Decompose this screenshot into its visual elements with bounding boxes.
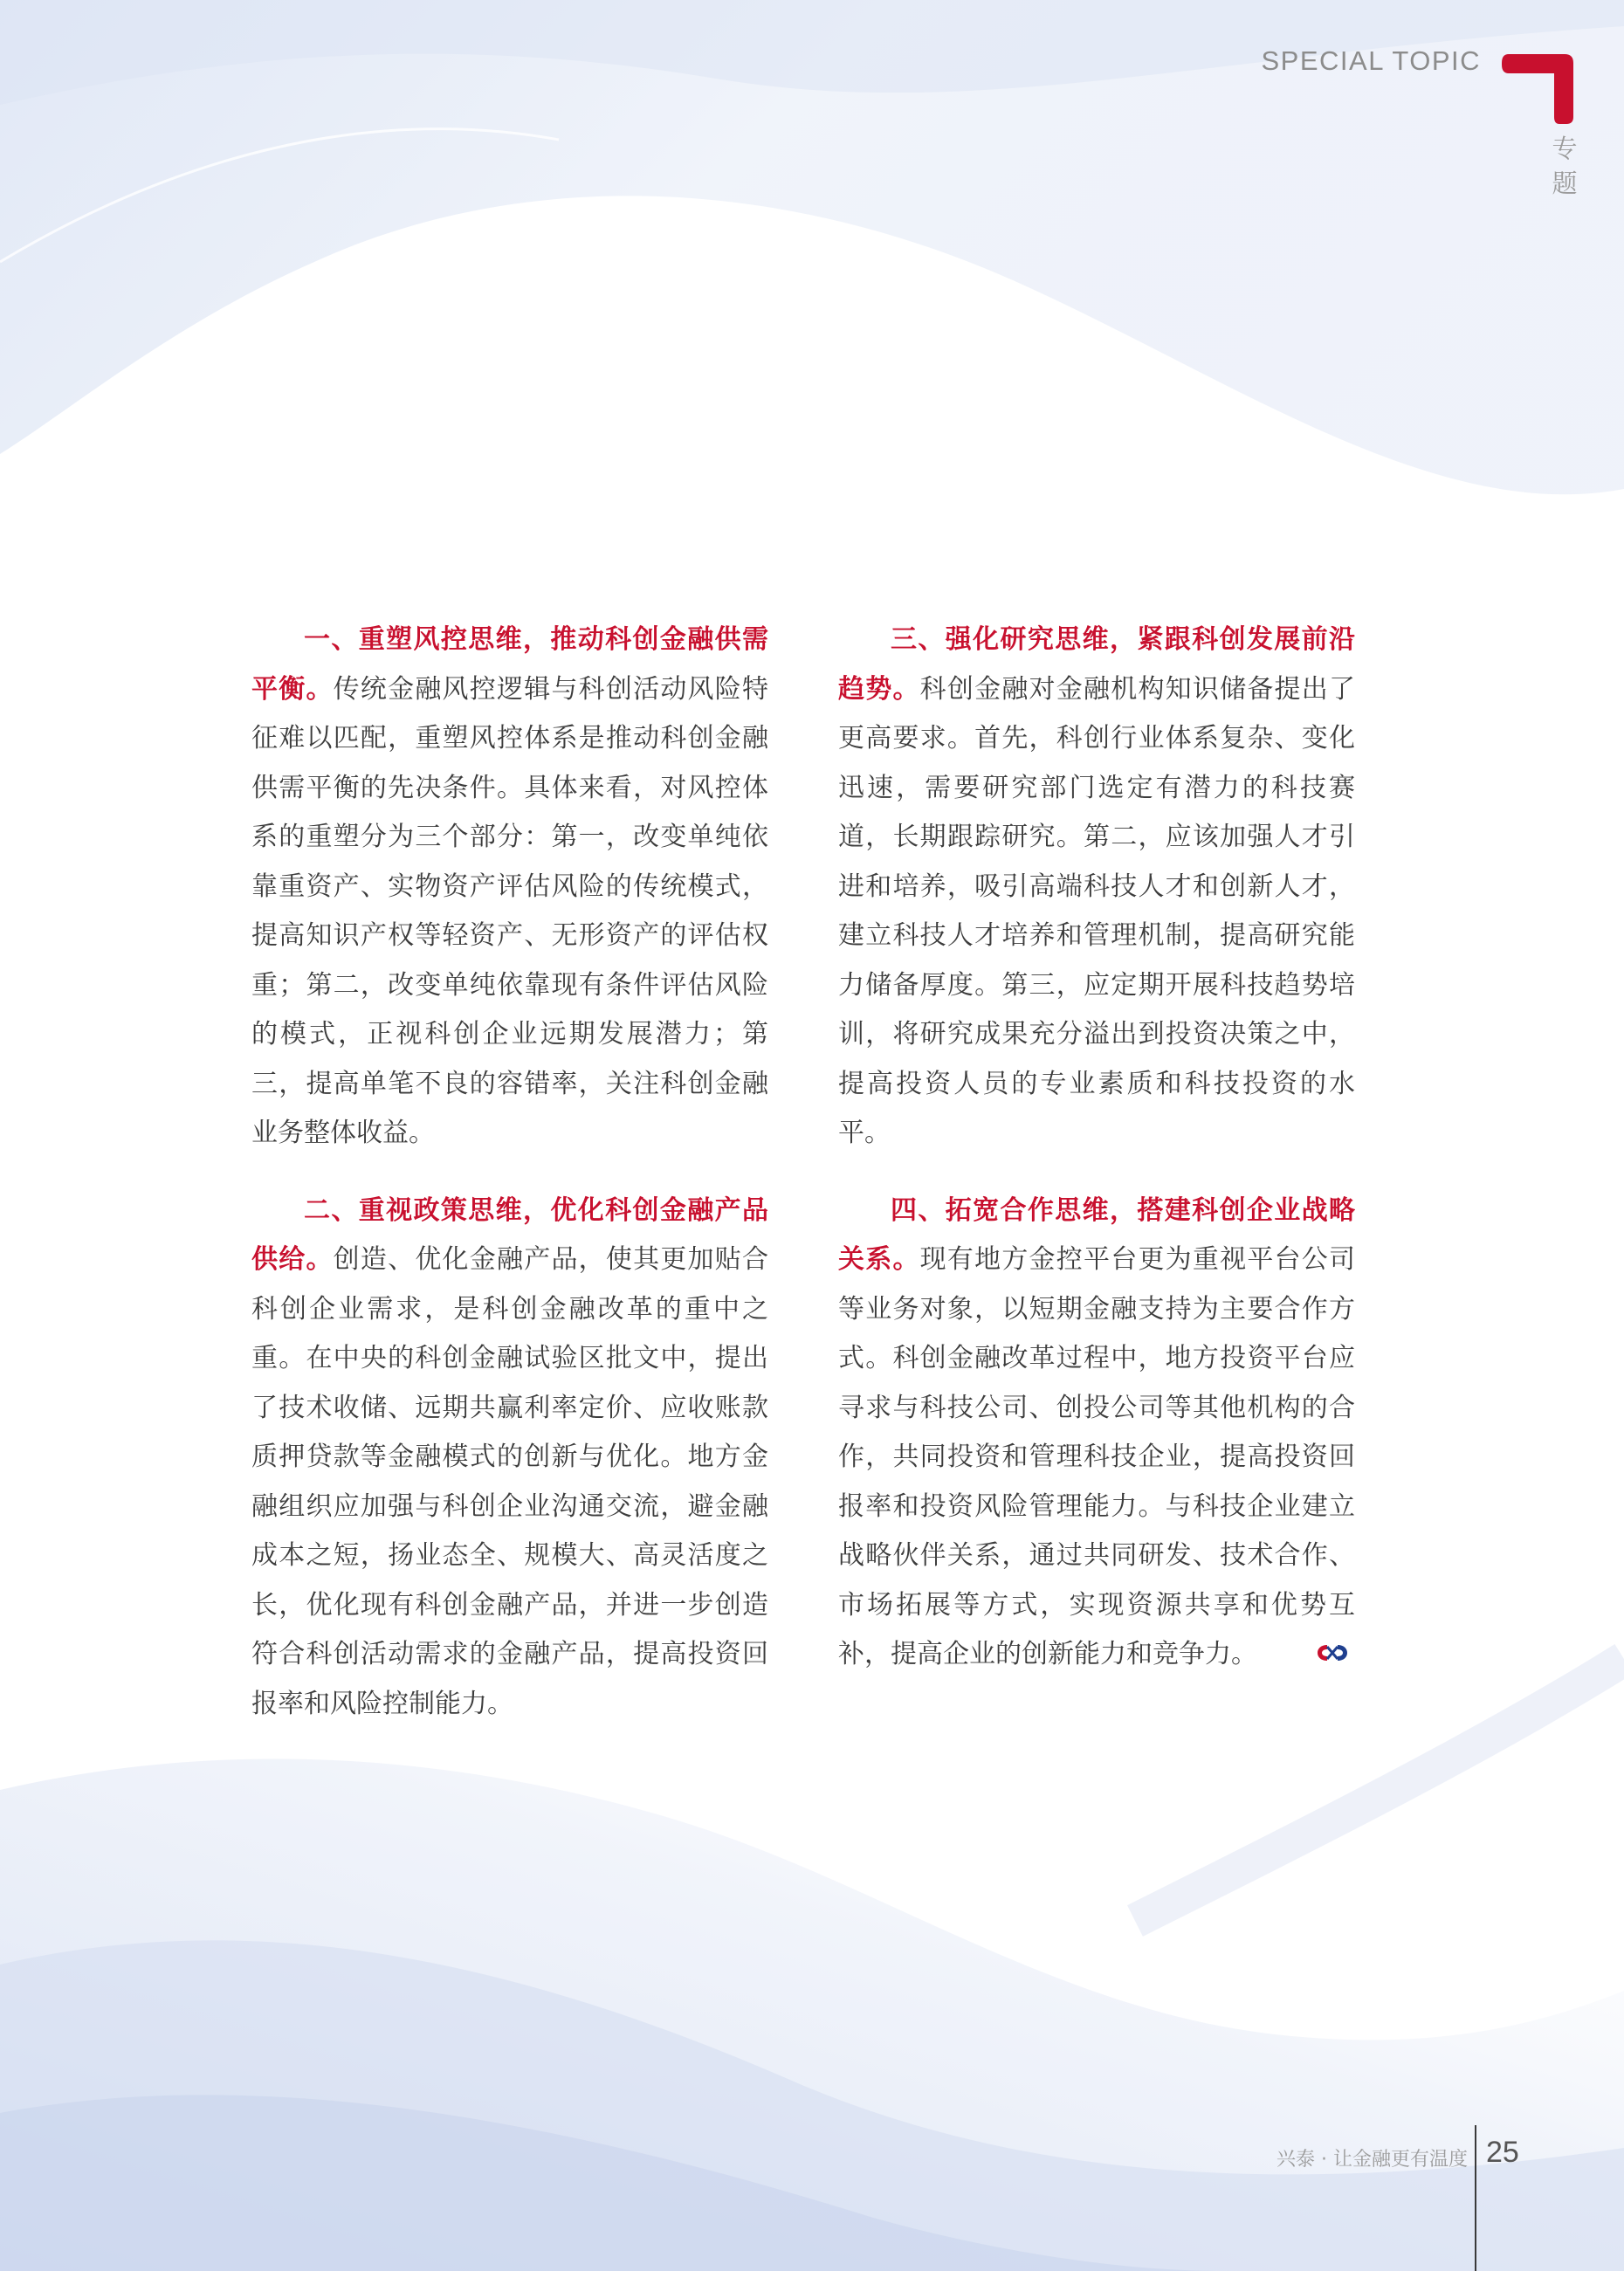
red-bracket-icon [1502,54,1573,124]
brand-logo-icon [1264,1630,1348,1680]
topic-char-2: 题 [1552,169,1578,198]
special-topic-label: SPECIAL TOPIC [1261,45,1481,76]
section-3-body: 科创金融对金融机构知识储备提出了更高要求。首先，科创行业体系复杂、变化迅速，需要研究部门选定有潜力的科技赛道，长期跟踪研究。第二，应该加强人才引进和培养，吸引高端科技人才和创新人才，建立科技人才培养和管理机制，提高研究能力储备厚度。第三，应定期开展科技趋势培训，将研究成果充分溢出到投资决策之中，提高投资人员的专业素质和科技投资的水平。 [838,673,1356,1148]
section-3-paragraph [838,616,1355,1159]
section-4-paragraph [838,1187,1355,1680]
section-2-body: 创造、优化金融产品，使其更加贴合科创企业需求，是科创金融改革的重中之重。在中央的科创金融试验区批文中，提出了技术收储、远期共赢利率定价、应收账款质押贷款等金融模式的创新与优化。地方金融组织应加强与科创企业沟通交流，避金融成本之短，扬业态全、规模大、高灵活度之长，优化现有科创金融产品，并进一步创造符合科创活动需求的金融产品，提高投资回报率和风险控制能力。 [251,1244,769,1719]
section-4-heading: 四、拓宽合作思维，搭建科创企业战略关系。 [838,1194,1355,1275]
footer-divider [1475,2125,1476,2271]
section-2-paragraph [251,1187,768,1730]
section-2-heading: 二、重视政策思维，优化科创金融产品供给。 [251,1194,768,1275]
section-1-body: 传统金融风控逻辑与科创活动风险特征难以匹配，重塑风控体系是推动科创金融供需平衡的先决条件。具体来看，对风控体系的重塑分为三个部分：第一，改变单纯依靠重资产、实物资产评估风险的传统模式，提高知识产权等轻资产、无形资产的评估权重；第二，改变单纯依靠现有条件评估风险的模式，正视科创企业远期发展潜力；第三，提高单笔不良的容错率，关注科创金融业务整体收益。 [251,673,769,1148]
section-1-paragraph [251,616,768,1159]
topic-char-1: 专 [1552,134,1578,163]
page-number: 25 [1486,2136,1519,2169]
section-3-heading: 三、强化研究思维，紧跟科创发展前沿趋势。 [838,624,1355,705]
section-4-body: 现有地方金控平台更为重视平台公司等业务对象，以短期金融支持为主要合作方式。科创金融改革过程中，地方投资平台应寻求与科技公司、创投公司等其他机构的合作，共同投资和管理科技企业，提高投资回报率和投资风险管理能力。与科技企业建立战略伙伴关系，通过共同研发、技术合作、市场拓展等方式，实现资源共享和优势互补，提高企业的创新能力和竞争力。 [838,1244,1356,1669]
footer-slogan: 兴泰 · 让金融更有温度 [1276,2149,1468,2171]
right-column [838,616,1355,1708]
section-1-heading: 一、重塑风控思维，推动科创金融供需平衡。 [251,624,768,705]
left-column [251,616,768,1757]
topic-vertical-label [1547,131,1582,201]
